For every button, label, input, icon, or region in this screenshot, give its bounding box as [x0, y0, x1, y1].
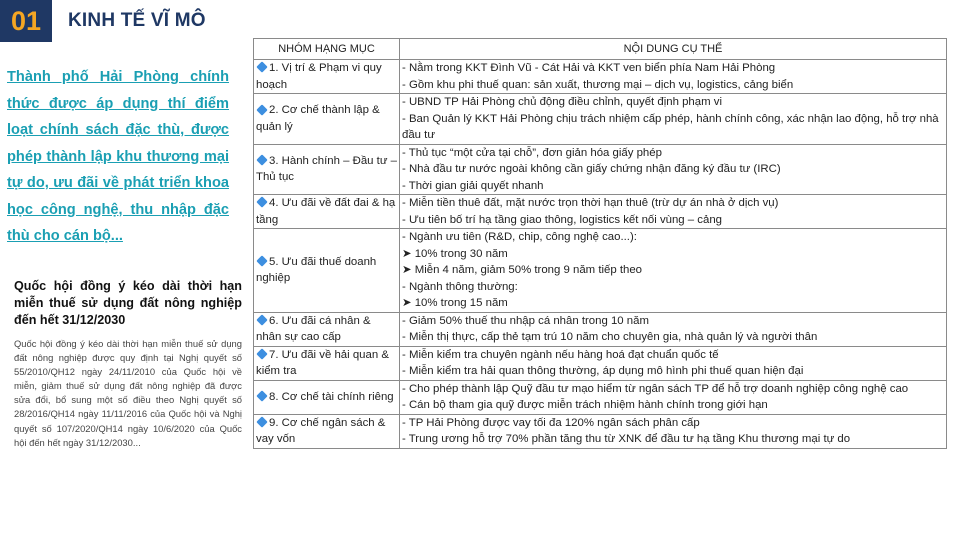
table-row [254, 195, 947, 229]
category-cell [254, 94, 400, 145]
table-row [254, 144, 947, 195]
category-cell [254, 195, 400, 229]
content-line: - Trung ương hỗ trợ 70% phần tăng thu từ XNK để đầu tư hạ tầng Khu thương mại tự do [402, 433, 851, 445]
table-row [254, 414, 947, 448]
content-line: - Ưu tiên bố trí hạ tầng giao thông, logistics kết nối vùng – cảng [402, 213, 723, 226]
content-cell [400, 195, 947, 229]
category-label: 6. Ưu đãi cá nhân & nhân sự cao cấp [256, 314, 371, 343]
table-row [254, 312, 947, 346]
category-label: 9. Cơ chế ngân sách & vay vốn [256, 416, 386, 445]
section-number-badge [0, 0, 52, 42]
category-label: 7. Ưu đãi về hải quan & kiểm tra [256, 348, 389, 377]
diamond-bullet-icon [256, 256, 267, 267]
table-row [254, 380, 947, 414]
content-line: ➤ Miễn 4 năm, giảm 50% trong 9 năm tiếp theo [402, 264, 643, 276]
diamond-bullet-icon [256, 62, 267, 73]
content-line: - Miễn kiểm tra hải quan thông thường, áp dụng mô hình phi thuế quan hiện đại [402, 365, 804, 377]
content-line: ➤ 10% trong 30 năm [402, 247, 508, 260]
category-label: 5. Ưu đãi thuế doanh nghiệp [256, 255, 377, 285]
section-title: KINH TẾ VĨ MÔ [68, 10, 206, 31]
content-cell [400, 414, 947, 448]
content-line: - UBND TP Hải Phòng chủ động điều chỉnh, quyết định phạm vi [402, 96, 722, 108]
content-line: - TP Hải Phòng được vay tối đa 120% ngân sách phân cấp [402, 416, 700, 429]
headline-link[interactable]: Thành phố Hải Phòng chính thức được áp dụng thí điểm loạt chính sách đặc thù, được phép thành lập khu thương mại tự do, ưu đãi về phát triển khoa học công nghệ, thu nhập đặc thù cho cán bộ... [7, 69, 229, 244]
category-cell [254, 60, 400, 94]
diamond-bullet-icon [256, 155, 267, 166]
category-cell [254, 380, 400, 414]
table-header-row [254, 39, 947, 60]
category-label: 3. Hành chính – Đầu tư – Thủ tục [256, 154, 397, 184]
diamond-bullet-icon [256, 197, 267, 208]
content-line: - Miễn thị thực, cấp thẻ tạm trú 10 năm cho chuyên gia, nhà quản lý và người thân [402, 331, 818, 343]
category-cell [254, 414, 400, 448]
content-line: - Thủ tục “một cửa tại chỗ”, đơn giản hóa giấy phép [402, 146, 662, 159]
category-cell [254, 346, 400, 380]
diamond-bullet-icon [256, 348, 267, 359]
content-line: - Cho phép thành lập Quỹ đầu tư mạo hiểm từ ngân sách TP để hỗ trợ doanh nghiệp công nghệ cao [402, 382, 909, 395]
diamond-bullet-icon [256, 416, 267, 427]
table-row [254, 346, 947, 380]
category-cell [254, 229, 400, 313]
diamond-bullet-icon [256, 314, 267, 325]
table-row [254, 229, 947, 313]
diamond-bullet-icon [256, 391, 267, 402]
content-line: - Nằm trong KKT Đình Vũ - Cát Hải và KKT ven biển phía Nam Hải Phòng [402, 62, 776, 74]
content-cell [400, 94, 947, 145]
section-number: 01 [10, 5, 42, 36]
content-line: - Thời gian giải quyết nhanh [402, 179, 544, 192]
category-label: 1. Vị trí & Phạm vi quy hoạch [256, 62, 382, 91]
policy-table [253, 38, 947, 449]
content-line: ➤ 10% trong 15 năm [402, 297, 508, 309]
content-line: - Ngành thông thường: [402, 280, 518, 293]
content-cell [400, 380, 947, 414]
content-line: - Miễn tiền thuê đất, mặt nước trọn thời hạn thuê (trừ dự án nhà ở dịch vụ) [402, 197, 779, 209]
category-label: 4. Ưu đãi về đất đai & hạ tầng [256, 197, 396, 226]
content-cell [400, 312, 947, 346]
category-cell [254, 144, 400, 195]
content-line: - Ngành ưu tiên (R&D, chip, công nghệ cao...): [402, 231, 637, 243]
content-line: - Cán bộ tham gia quỹ được miễn trách nhiệm hành chính trong giới hạn [402, 399, 768, 411]
category-cell [254, 312, 400, 346]
note-body: Quốc hội đồng ý kéo dài thời hạn miễn thuế sử dụng đất nông nghiệp được quy định tại Nghị quyết số 55/2010/QH12 ngày 24/11/2010 của Quốc hội về miễn, giảm thuế sử dụng đất nông nghiệp đã được sửa đổi, bổ sung một số điều theo Nghị quyết số 28/2016/QH14 ngày 11/11/2016 của Quốc hội và Nghị quyết số 107/2020/QH14 ngày 10/6/2020 của Quốc hội đến hết ngày 31/12/2030... [14, 338, 242, 448]
content-line: - Giảm 50% thuế thu nhập cá nhân trong 10 năm [402, 314, 649, 327]
header-content: NỘI DUNG CỤ THỂ [400, 39, 947, 60]
content-line: - Gồm khu phi thuế quan: sản xuất, thương mại – dịch vụ, logistics, cảng biển [402, 78, 794, 91]
content-line: - Nhà đầu tư nước ngoài không cần giấy chứng nhận đăng ký đầu tư (IRC) [402, 163, 781, 175]
diamond-bullet-icon [256, 104, 267, 115]
header-category: NHÓM HẠNG MỤC [254, 39, 400, 60]
content-line: - Miễn kiểm tra chuyên ngành nếu hàng hoá đạt chuẩn quốc tế [402, 348, 719, 361]
content-line: - Ban Quản lý KKT Hải Phòng chịu trách nhiệm cấp phép, hành chính công, xác nhận lao động, hỗ trợ nhà đầu tư [402, 112, 939, 141]
table-row [254, 94, 947, 145]
content-cell [400, 229, 947, 313]
category-label: 8. Cơ chế tài chính riêng [269, 390, 394, 403]
table-row [254, 60, 947, 94]
content-cell [400, 144, 947, 195]
content-cell [400, 60, 947, 94]
note-heading: Quốc hội đồng ý kéo dài thời hạn miễn thuế sử dụng đất nông nghiệp đến hết 31/12/2030 [14, 279, 242, 327]
category-label: 2. Cơ chế thành lập & quản lý [256, 104, 380, 133]
content-cell [400, 346, 947, 380]
